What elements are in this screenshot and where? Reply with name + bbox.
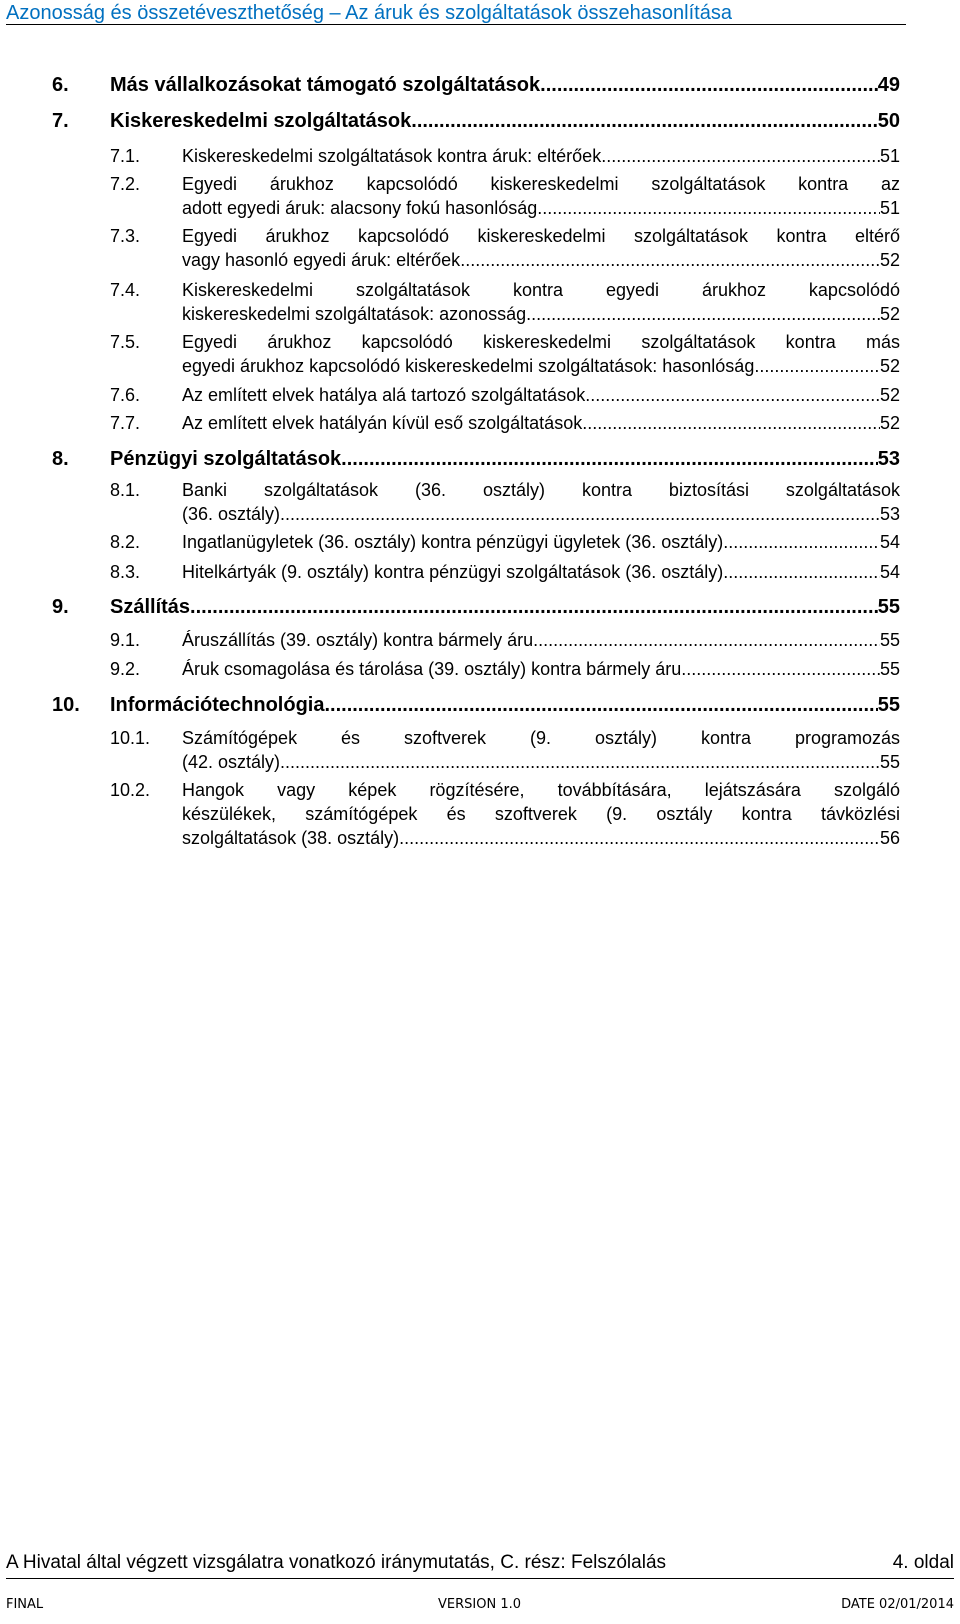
- toc-number: 7.3.: [110, 226, 141, 246]
- toc-title-line: kiskereskedelmi szolgáltatások: azonosság: [182, 304, 527, 324]
- toc-entry-9-2[interactable]: [52, 657, 900, 681]
- toc-entry-9[interactable]: [52, 594, 900, 620]
- dot-leader: [601, 144, 880, 168]
- dot-leader: [190, 594, 878, 620]
- toc-page: 51: [879, 146, 900, 166]
- toc-number: 7.: [52, 110, 69, 132]
- toc-number: 8.3.: [110, 562, 141, 582]
- dot-leader: [411, 108, 877, 134]
- dot-leader: [723, 560, 880, 584]
- toc-title-line: Banki szolgáltatások (36. osztály) kontra biztosítási szolgáltatások: [182, 480, 900, 500]
- toc-page: 56: [879, 828, 900, 848]
- toc-entry-7-7[interactable]: [52, 411, 900, 435]
- toc-title: Más vállalkozásokat támogató szolgáltatások: [110, 74, 541, 96]
- footer-rule: [6, 1578, 954, 1579]
- toc-entry-10-1[interactable]: [52, 726, 900, 774]
- dot-leader: [399, 826, 880, 850]
- toc-page: 55: [879, 752, 900, 772]
- toc-number: 10.: [52, 694, 80, 716]
- toc-number: 7.6.: [110, 385, 141, 405]
- dot-leader: [681, 657, 880, 681]
- toc-number: 7.7.: [110, 413, 141, 433]
- toc-page: 50: [877, 110, 900, 132]
- toc-entry-10-2[interactable]: [52, 778, 900, 850]
- toc-page: 51: [879, 198, 900, 218]
- toc-title: Az említett elvek hatályán kívül eső szolgáltatások: [182, 413, 583, 433]
- toc-page: 52: [879, 304, 900, 324]
- toc-title-line: (36. osztály): [182, 504, 281, 524]
- toc-title: Áruk csomagolása és tárolása (39. osztály) kontra bármely áru: [182, 659, 682, 679]
- toc-title: Információtechnológia: [110, 694, 325, 716]
- footer-title: A Hivatal által végzett vizsgálatra vonatkozó iránymutatás, C. rész: Felszólalás: [6, 1552, 667, 1573]
- toc-number: 9.1.: [110, 630, 141, 650]
- toc-title-line: (42. osztály): [182, 752, 281, 772]
- toc-title: Az említett elvek hatálya alá tartozó szolgáltatások: [182, 385, 586, 405]
- toc-title: Szállítás: [110, 596, 191, 618]
- footer-page-number: 4. oldal: [892, 1552, 954, 1573]
- toc-title-line: Egyedi árukhoz kapcsolódó kiskereskedelmi szolgáltatások kontra eltérő: [182, 226, 900, 246]
- dot-leader: [280, 502, 880, 526]
- toc-title-line: Hangok vagy képek rögzítésére, továbbítására, lejátszására szolgáló: [182, 780, 900, 800]
- toc-title-line: Egyedi árukhoz kapcsolódó kiskereskedelmi szolgáltatások kontra az: [182, 174, 900, 194]
- header-rule: [6, 24, 906, 25]
- toc-entry-6[interactable]: [52, 72, 900, 98]
- toc-title: Kiskereskedelmi szolgáltatások kontra áruk: eltérőek: [182, 146, 602, 166]
- toc-page: 55: [877, 596, 900, 618]
- toc-number: 7.5.: [110, 332, 141, 352]
- dot-leader: [341, 446, 878, 472]
- toc-entry-7-3[interactable]: [52, 224, 900, 272]
- toc-entry-7-1[interactable]: [52, 144, 900, 168]
- toc-title: Kiskereskedelmi szolgáltatások: [110, 110, 412, 132]
- dot-leader: [582, 411, 880, 435]
- toc-title-line: Számítógépek és szoftverek (9. osztály) kontra programozás: [182, 728, 900, 748]
- document-meta: [6, 1596, 954, 1614]
- toc-entry-10[interactable]: [52, 692, 900, 718]
- status-label: FINAL: [6, 1597, 44, 1612]
- toc-number: 9.: [52, 596, 69, 618]
- toc-page: 52: [879, 385, 900, 405]
- dot-leader: [280, 750, 880, 774]
- toc-page: 49: [877, 74, 900, 96]
- toc-page: 53: [879, 504, 900, 524]
- dot-leader: [723, 530, 880, 554]
- toc-title: Hitelkártyák (9. osztály) kontra pénzügyi szolgáltatások (36. osztály): [182, 562, 724, 582]
- toc-entry-7-5[interactable]: [52, 330, 900, 378]
- toc-entry-7[interactable]: [52, 108, 900, 134]
- toc-number: 9.2.: [110, 659, 141, 679]
- toc-number: 10.1.: [110, 728, 151, 748]
- toc-title-line: szolgáltatások (38. osztály): [182, 828, 400, 848]
- dot-leader: [533, 628, 880, 652]
- toc-number: 7.4.: [110, 280, 141, 300]
- toc-number: 7.1.: [110, 146, 141, 166]
- toc-entry-8-2[interactable]: [52, 530, 900, 554]
- toc-title: Áruszállítás (39. osztály) kontra bármely áru: [182, 630, 534, 650]
- toc-title-line: Egyedi árukhoz kapcsolódó kiskereskedelmi szolgáltatások kontra más: [182, 332, 900, 352]
- running-header: Azonosság és összetéveszthetőség – Az áruk és szolgáltatások összehasonlítása: [6, 2, 732, 24]
- toc-page: 54: [879, 562, 900, 582]
- dot-leader: [585, 383, 880, 407]
- toc-page: 55: [879, 659, 900, 679]
- toc-entry-7-2[interactable]: [52, 172, 900, 220]
- toc-page: 55: [879, 630, 900, 650]
- toc-entry-7-6[interactable]: [52, 383, 900, 407]
- toc-title: Pénzügyi szolgáltatások: [110, 448, 342, 470]
- dot-leader: [526, 302, 880, 326]
- toc-title-line: készülékek, számítógépek és szoftverek (9. osztály kontra távközlési: [182, 804, 900, 824]
- toc-title-line: vagy hasonló egyedi áruk: eltérőek: [182, 250, 461, 270]
- toc-title-line: egyedi árukhoz kapcsolódó kiskereskedelmi szolgáltatások: hasonlóság: [182, 356, 755, 376]
- toc-page: 54: [879, 532, 900, 552]
- toc-title: Ingatlanügyletek (36. osztály) kontra pénzügyi ügyletek (36. osztály): [182, 532, 724, 552]
- dot-leader: [540, 72, 878, 98]
- toc-entry-9-1[interactable]: [52, 628, 900, 652]
- toc-number: 6.: [52, 74, 69, 96]
- toc-number: 8.: [52, 448, 69, 470]
- dot-leader: [754, 354, 880, 378]
- toc-title-line: adott egyedi áruk: alacsony fokú hasonlóság: [182, 198, 538, 218]
- dot-leader: [537, 196, 880, 220]
- toc-entry-8-3[interactable]: [52, 560, 900, 584]
- version-label: VERSION 1.0: [438, 1597, 521, 1612]
- toc-title-line: Kiskereskedelmi szolgáltatások kontra egyedi árukhoz kapcsolódó: [182, 280, 900, 300]
- toc-number: 10.2.: [110, 780, 151, 800]
- toc-number: 8.1.: [110, 480, 141, 500]
- toc-page: 52: [879, 250, 900, 270]
- toc-page: 53: [877, 448, 900, 470]
- dot-leader: [324, 692, 877, 718]
- toc-number: 7.2.: [110, 174, 141, 194]
- toc-page: 52: [879, 413, 900, 433]
- date-label: DATE 02/01/2014: [841, 1597, 954, 1612]
- toc-entry-8[interactable]: [52, 446, 900, 472]
- toc-page: 55: [877, 694, 900, 716]
- page-footer: [6, 1551, 954, 1575]
- dot-leader: [460, 248, 880, 272]
- toc-entry-8-1[interactable]: [52, 478, 900, 526]
- toc-number: 8.2.: [110, 532, 141, 552]
- toc-page: 52: [879, 356, 900, 376]
- toc-entry-7-4[interactable]: [52, 278, 900, 326]
